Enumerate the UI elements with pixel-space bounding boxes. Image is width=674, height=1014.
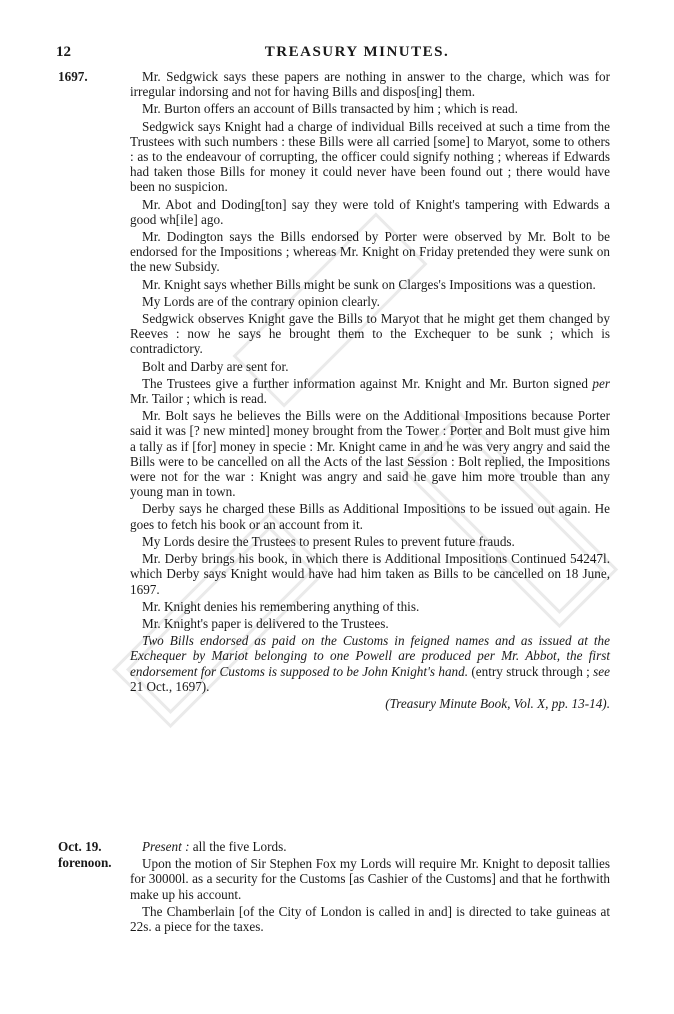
paragraph: Mr. Knight denies his remembering anything of this.: [142, 598, 420, 614]
trustees-text-before: The Trustees give a further information against Mr. Knight and Mr. Burton signed: [142, 375, 593, 391]
struck-entry-see: see: [593, 663, 611, 679]
present-label: Present :: [142, 839, 190, 854]
margin-session: forenoon.: [58, 855, 112, 870]
struck-entry-paragraph: [130, 633, 610, 694]
paragraph: My Lords are of the contrary opinion clearly.: [142, 293, 380, 309]
paragraph: The Chamberlain [of the City of London is called in and] is directed to take guineas at 22s. a piece for the taxes.: [130, 903, 610, 935]
margin-year: 1697.: [58, 69, 88, 84]
paragraph: Upon the motion of Sir Stephen Fox my Lords will require Mr. Knight to deposit tallies for 30000l. as a security for the Customs [as Cashier of the Customs] and that he forthwith make up his account.: [130, 856, 610, 902]
present-paragraph: [130, 839, 610, 854]
struck-entry-note: (entry struck through ;: [468, 663, 594, 679]
page-number: 12: [56, 44, 71, 60]
paragraph: Mr. Derby brings his book, in which there is Additional Impositions Continued 54247l. which Derby says Knight would have had him taken as Bills to be cancelled on 18 June, 1697.: [130, 551, 610, 597]
paragraph: Mr. Dodington says the Bills endorsed by Porter were observed by Mr. Bolt to be endorsed for the Impositions ; whereas Mr. Knight on Friday pretended they were sunk on the new Subsidy.: [130, 229, 610, 275]
trustees-text-after: Mr. Tailor ; which is read.: [130, 391, 267, 407]
paragraph: Mr. Knight says whether Bills might be sunk on Clarges's Impositions was a question.: [142, 276, 596, 292]
paragraph: Sedgwick says Knight had a charge of individual Bills received at such a time from the Trustees with such numbers : these Bills were all carried [some] to Maryot, some to others : as to the endeavour of corrupting, the officer could signify nothing ; whereas if Edwards had taken those Bills for money it could never have been found out ; there would have been no suspicion.: [130, 118, 610, 195]
paragraph: Mr. Bolt says he believes the Bills were on the Additional Impositions because Porter said it was [? new minted] money brought from the Tower : Porter and Bolt must give him a tally as if [for] money in specie : Mr. Knight came in and he was very angry and said the Bills were to be cancelled on all the Acts of the last Session : Bolt replied, the Impositions were not for the war : Knight was angry and said he gave him more trouble than any young man in town.: [130, 408, 610, 500]
running-title: TREASURY MINUTES.: [264, 44, 450, 60]
paragraph: Mr. Knight's paper is delivered to the Trustees.: [142, 615, 389, 631]
margin-date: Oct. 19.: [58, 839, 102, 854]
paragraph: Mr. Abot and Doding[ton] say they were told of Knight's tampering with Edwards a good wh[ile] ago.: [130, 196, 610, 227]
paragraph: Mr. Sedgwick says these papers are nothing in answer to the charge, which was for irregular indorsing and not for having Bills and dispos[ing] them.: [130, 69, 610, 100]
source-citation: (Treasury Minute Book, Vol. X, pp. 13-14).: [385, 695, 610, 711]
present-text: all the five Lords.: [189, 839, 287, 854]
trustees-per: per: [592, 375, 610, 391]
paragraph: My Lords desire the Trustees to present Rules to prevent future frauds.: [142, 533, 515, 549]
minutes-entry-oct-19: [130, 839, 610, 936]
struck-entry-text: Two Bills endorsed as paid on the Customs in feigned names and as issued at the Exchequer by Mariot belonging to one Powell are produced per Mr. Abbot, the first endorsement for Customs is supposed to be John Knight's hand.: [130, 633, 610, 679]
paragraph: Bolt and Darby are sent for.: [142, 358, 289, 374]
minutes-entry-main: [130, 69, 610, 713]
paragraph: Mr. Burton offers an account of Bills transacted by him ; which is read.: [142, 101, 518, 117]
paragraph: Sedgwick observes Knight gave the Bills to Maryot that he might get them changed by Reeves : now he says he brought them to the Exchequer to be sunk ; which is contradictory.: [130, 311, 610, 357]
struck-entry-date: 21 Oct., 1697).: [130, 678, 210, 694]
trustees-paragraph: [130, 376, 610, 406]
paragraph: Derby says he charged these Bills as Additional Impositions to be issued out again. He goes to fetch his book or an account from it.: [130, 501, 610, 532]
